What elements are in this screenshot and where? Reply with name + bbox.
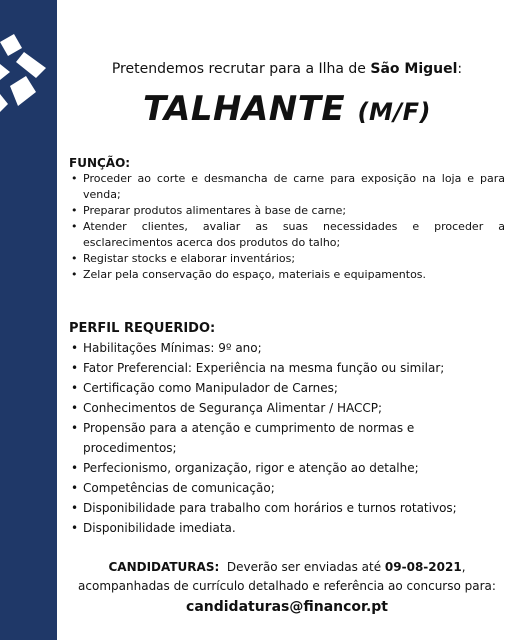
funcao-list xyxy=(69,171,505,283)
perfil-section xyxy=(69,321,505,538)
funcao-section xyxy=(69,156,505,283)
candidaturas-label: CANDIDATURAS: xyxy=(108,560,220,574)
list-item: • Perfecionismo, organização, rigor e atenção ao detalhe; xyxy=(69,458,505,478)
list-item: • Fator Preferencial: Experiência na mesma função ou similar; xyxy=(69,358,505,378)
candidaturas-line2: acompanhadas de currículo detalhado e referência ao concurso para: xyxy=(78,579,496,593)
job-title-suffix: (M/F) xyxy=(357,98,431,126)
list-item: • Proceder ao corte e desmancha de carne para exposição na loja e para venda; xyxy=(69,171,505,203)
candidaturas-section xyxy=(57,558,517,618)
list-item: • Zelar pela conservação do espaço, materiais e equipamentos. xyxy=(69,267,505,283)
list-item: • Registar stocks e elaborar inventários; xyxy=(69,251,505,267)
perfil-list xyxy=(69,338,505,538)
candidaturas-date: 09-08-2021 xyxy=(384,560,462,574)
list-item: • Disponibilidade imediata. xyxy=(69,518,505,538)
candidaturas-line1 xyxy=(57,558,517,576)
list-item: • Conhecimentos de Segurança Alimentar / HACCP; xyxy=(69,398,505,418)
list-item: • Atender clientes, avaliar as suas necessidades e proceder a esclarecimentos acerca dos produtos do talho; xyxy=(69,219,505,251)
list-item: • Competências de comunicação; xyxy=(69,478,505,498)
job-title xyxy=(57,89,517,129)
job-ad-content xyxy=(57,0,517,640)
intro-prefix: Pretendemos recrutar para a Ilha de xyxy=(111,61,371,77)
perfil-heading: PERFIL REQUERIDO: xyxy=(69,321,216,336)
intro-suffix: : xyxy=(457,61,463,77)
list-item: • Habilitações Mínimas: 9º ano; xyxy=(69,338,505,358)
sidebar-band xyxy=(0,0,57,640)
candidaturas-email[interactable]: candidaturas@financor.pt xyxy=(186,599,388,615)
list-item: • Propensão para a atenção e cumprimento de normas e procedimentos; xyxy=(69,418,505,458)
funcao-heading: FUNÇÃO: xyxy=(69,156,131,170)
list-item: • Preparar produtos alimentares à base de carne; xyxy=(69,203,505,219)
company-logo-icon xyxy=(0,34,57,114)
list-item: • Disponibilidade para trabalho com horários e turnos rotativos; xyxy=(69,498,505,518)
intro-location: São Miguel xyxy=(370,61,458,77)
candidaturas-after-date: , xyxy=(461,560,466,574)
job-title-main: TALHANTE xyxy=(142,89,346,129)
intro-line xyxy=(57,61,517,77)
candidaturas-text: Deverão ser enviadas até xyxy=(226,560,385,574)
list-item: • Certificação como Manipulador de Carnes; xyxy=(69,378,505,398)
